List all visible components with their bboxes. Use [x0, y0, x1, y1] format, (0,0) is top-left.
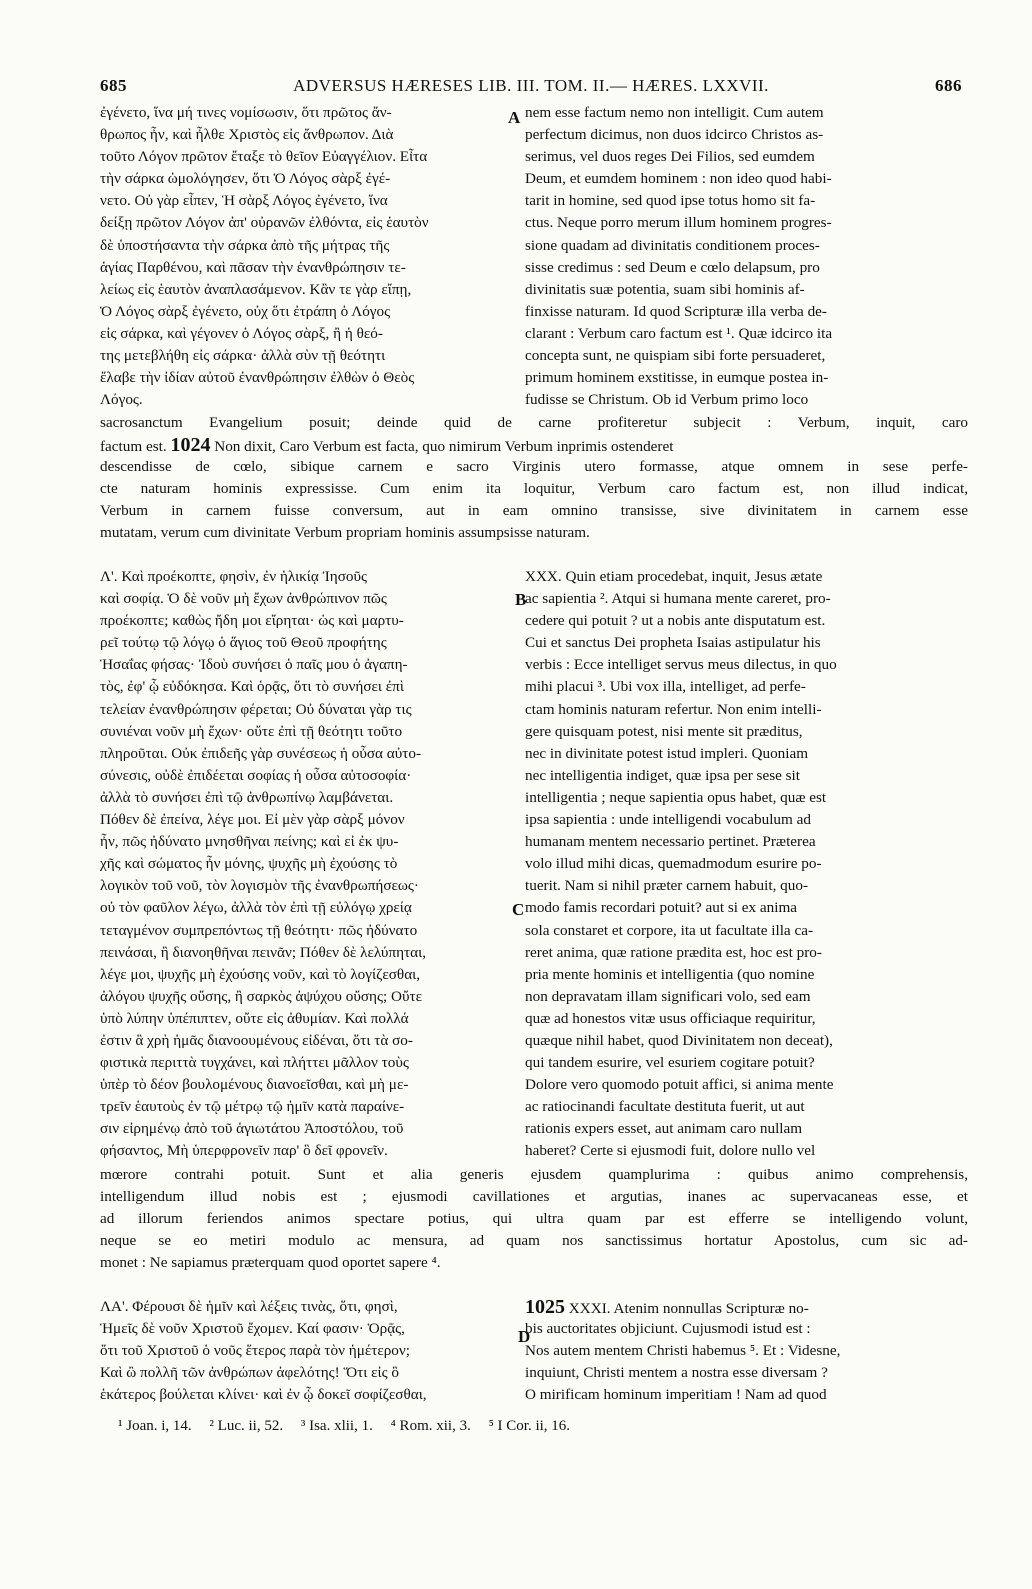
text-line: sacrosanctum Evangelium posuit; deinde quid de carne profiteretur subjecit : Verbum, inquit, caro — [100, 414, 968, 431]
text-line: mœrore contrahi potuit. Sunt et alia generis ejusdem quamplurima : quibus animo comprehensis, — [100, 1166, 968, 1183]
text-line: λέγε μοι, ψυχῆς μὴ ἐχούσης νοῦν, καὶ τὸ λογίζεσθαι, — [100, 965, 421, 983]
text-line: καὶ σοφίᾳ. Ὁ δὲ νοῦν μὴ ἔχων ἀνθρώπινον πῶς — [100, 590, 387, 608]
page-number-left: 685 — [100, 76, 127, 95]
text-line: reret anima, quæ ratione prædita est, hoc est pro- — [525, 943, 822, 961]
latin-column-top — [525, 102, 965, 411]
text-line: nem esse factum nemo non intelligit. Cum autem — [525, 104, 824, 121]
text-line: τεταγμένον συμπρεπόντως τῇ θεότητι· πῶς ἠδύνατο — [100, 921, 418, 939]
text-line: Καὶ ὢ πολλῆ τῶν ἀνθρώπων ἀφελότης! Ὅτι εἰς ὃ — [100, 1364, 400, 1382]
text-line — [525, 1296, 965, 1318]
text-line: concepta sunt, ne quispiam sibi forte persuaderet, — [525, 347, 826, 365]
running-title: ADVERSUS HÆRESES LIB. III. TOM. II.— HÆRES. LXXVII. — [293, 76, 769, 95]
text-line: ἀλλὰ τὸ συνήσει ἐπὶ τῷ ἀνθρωπίνῳ λαμβάνεται. — [100, 788, 394, 806]
text-line: σιν εἰρημένῳ ἀπὸ τοῦ ἁγιωτάτου Ἀποστόλου, τοῦ — [100, 1120, 404, 1138]
text-line: ἐγένετο, ἵνα μή τινες νομίσωσιν, ὅτι πρῶτος ἄν- — [100, 104, 392, 121]
text-line: O mirificam hominum imperitiam ! Nam ad quod — [525, 1386, 827, 1404]
text-line: verbis : Ecce intelliget servus meus dilectus, in quo — [525, 656, 837, 674]
text-fragment: Non dixit, Caro Verbum est facta, quo nimirum Verbum inprimis ostenderet — [214, 438, 674, 456]
text-line: ad illorum feriendos animos spectare potius, qui ultra quam par est efferre se intelligendo volunt, — [100, 1210, 968, 1228]
text-line: Nos autem mentem Christi habemus ⁵. Et : Videsne, — [525, 1342, 841, 1360]
text-line: ἀλόγου ψυχῆς οὔσης, ἢ σαρκὸς ἀψύχου οὔσης; Οὔτε — [100, 987, 422, 1005]
margin-marker-b: B — [515, 590, 527, 609]
text-line: δὲ ὑποστήσαντα τὴν σάρκα ἀπὸ τῆς μήτρας τῆς — [100, 236, 390, 254]
text-line: συνιέναι νοῦν μὴ ἔχων· οὔτε ἐπὶ τῇ θεότητι τοῦτο — [100, 722, 403, 740]
margin-marker-d: D — [518, 1327, 531, 1346]
text-line: clarant : Verbum caro factum est ¹. Quæ idcirco ita — [525, 324, 833, 342]
text-line: Cui et sanctus Dei propheta Isaias astipulatur his — [525, 634, 821, 652]
text-line: ἁγίας Παρθένου, καὶ πᾶσαν τὴν ἐνανθρώπησιν τε- — [100, 258, 406, 276]
text-line: rationis expers esset, aut animam caro nullam — [525, 1120, 803, 1138]
text-line: Ἡμεῖς δὲ νοῦν Χριστοῦ ἔχομεν. Καί φασιν· Ὁρᾷς, — [100, 1320, 405, 1338]
footnotes — [118, 1418, 918, 1435]
text-line: mutatam, verum cum divinitate Verbum propriam hominis assumpsisse naturam. — [100, 524, 590, 542]
text-line: πεινάσαι, ἢ διανοηθῆναι πεινᾶν; Πόθεν δὲ λελύπηται, — [100, 943, 426, 961]
text-line: Πόθεν δὲ ἐπείνα, λέγε μοι. Εἰ μὲν γὰρ σὰρξ μόνον — [100, 811, 405, 829]
text-line: intelligendum illud nobis est ; ejusmodi cavillationes et argutias, inanes ac supervacaneas esse, et — [100, 1188, 968, 1206]
text-line: primum hominem exstitisse, in eumque postea in- — [525, 369, 829, 387]
greek-column-top — [100, 102, 512, 411]
text-line: Ὁ Λόγος σὰρξ ἐγένετο, οὐχ ὅτι ἐτράπη ὁ Λόγος — [100, 302, 391, 320]
greek-column-bottom — [100, 1296, 512, 1406]
text-line: τελείαν ἐνανθρώπησιν φέρεται; Οὐ δύναται γὰρ τις — [100, 700, 412, 718]
text-line: νετο. Οὐ γὰρ εἶπεν, Ἡ σὰρξ Λόγος ἐγένετο, ἵνα — [100, 192, 388, 210]
text-line: perfectum dicimus, non duos idcirco Christos as- — [525, 126, 824, 144]
column-number-1025: 1025 — [525, 1296, 565, 1318]
text-line: tarit in homine, sed quod ipse totus homo sit fa- — [525, 192, 816, 210]
text-line: ἐστιν ἃ χρὴ ἡμᾶς διανοουμένους εἰδέναι, ὅτι τὰ σο- — [100, 1031, 413, 1049]
text-line: Verbum in carnem fuisse conversum, aut in eam omnino transisse, sive divinitatem in carnem esse — [100, 502, 968, 520]
text-line: τὸς, ἐφ' ᾧ εὐδόκησα. Καὶ ὁρᾷς, ὅτι τὸ συνήσει ἐπὶ — [100, 678, 404, 696]
text-line: quæque nihil habet, quod Divinitatem non deceat), — [525, 1031, 833, 1049]
text-line: πληροῦται. Οὐκ ἐπιδεῆς γὰρ συνέσεως ἡ οὖσα αὐτο- — [100, 744, 422, 762]
text-line: sione quadam ad divinitatis conditionem proces- — [525, 236, 820, 254]
text-line: qui tandem esurire, vel esuriem cogitare potuit? — [525, 1054, 815, 1072]
text-line: pria mente hominis et intelligentia (quo nomine — [525, 965, 815, 983]
latin-column-middle — [525, 566, 965, 1163]
text-line: φήσαντος, Μὴ ὑπερφρονεῖν παρ' ὃ δεῖ φρονεῖν. — [100, 1142, 388, 1160]
footnote: ¹ Joan. i, 14. — [118, 1418, 192, 1434]
text-line: nec in divinitate potest istud impleri. Quoniam — [525, 744, 809, 762]
column-number-1024: 1024 — [170, 434, 211, 457]
text-line: humanam mentem necessario pertinet. Præterea — [525, 833, 816, 851]
text-line: sola constaret et corpore, ita ut facultate illa ca- — [525, 921, 813, 939]
text-line: χῆς καὶ σώματος ἦν μόνης, ψυχῆς μὴ ἐχούσης τὸ — [100, 855, 398, 873]
text-line: intelligentia ; neque sapientia opus habet, quæ est — [525, 788, 827, 806]
text-line: προέκοπτε; καθὼς ἤδη μοι εἴρηται· ὡς καὶ μαρτυ- — [100, 612, 404, 630]
text-line: τὴν σάρκα ὡμολόγησεν, ὅτι Ὁ Λόγος σὰρξ ἐγέ- — [100, 170, 391, 188]
text-line: λείως εἰς ἑαυτὸν ἀναπλασάμενον. Κἂν τε γὰρ εἴπῃ, — [100, 280, 412, 298]
text-line: φιστικὰ περιττὰ τυγχάνει, καὶ πλήττει μᾶλλον τοὺς — [100, 1054, 409, 1072]
text-line: ctus. Neque porro merum illum hominem progres- — [525, 214, 832, 232]
text-line: σύνεσις, οὐδὲ ἐπιδέεται σοφίας ἡ οὖσα αὐτοσοφία· — [100, 766, 412, 784]
text-line: λογικὸν τοῦ νοῦ, τὸν λογισμὸν τῆς ἐνανθρωπήσεως· — [100, 877, 419, 895]
text-line: nec intelligentia indiget, quæ ipsa per sese sit — [525, 766, 800, 784]
text-line: ἑκάτερος βούλεται κλίνει· καὶ ἐν ᾧ δοκεῖ σοφίζεσθαι, — [100, 1386, 427, 1404]
text-line: non depravatam illam significari volo, sed eam — [525, 987, 811, 1005]
footnote: ⁴ Rom. xii, 3. — [390, 1418, 471, 1434]
text-line: οὐ τὸν φαῦλον λέγω, ἀλλὰ τὸν ἐπὶ τῇ εὐλόγῳ χρείᾳ — [100, 899, 412, 917]
text-line: ΛΑ'. Φέρουσι δὲ ἡμῖν καὶ λέξεις τινὰς, ὅτι, φησὶ, — [100, 1298, 398, 1315]
text-fragment: factum est. — [100, 438, 167, 456]
text-line: ἦν, πῶς ἠδύνατο μνησθῆναι πείνης; καὶ εἰ ἐκ ψυ- — [100, 833, 399, 851]
text-line: ac ratiocinandi facultate destituta fuerit, ut aut — [525, 1098, 805, 1116]
text-line: ὑπὲρ τὸ δέον βουλομένους διανοεῖσθαι, καὶ μὴ με- — [100, 1076, 409, 1094]
text-line: ρεῖ τούτῳ τῷ λόγῳ ὁ ἅγιος τοῦ Θεοῦ προφήτης — [100, 634, 387, 652]
text-line: cte naturam hominis expressisse. Cum enim ita loquitur, Verbum caro factum est, non illud indicat, — [100, 480, 968, 498]
text-line: Dolore vero quomodo potuit affici, si anima mente — [525, 1076, 834, 1094]
text-line: sisse credimus : sed Deum e cœlo delapsum, pro — [525, 258, 820, 276]
text-line: serimus, vel duos reges Dei Filios, sed eumdem — [525, 148, 815, 166]
footnote: ³ Isa. xlii, 1. — [300, 1418, 373, 1434]
text-line: modo famis recordari potuit? aut si ex anima — [525, 899, 798, 917]
text-line: ctam hominis naturam refertur. Non enim intelli- — [525, 700, 822, 718]
text-line: monet : Ne sapiamus præterquam quod oportet sapere ⁴. — [100, 1254, 441, 1272]
running-header — [100, 76, 962, 98]
text-fragment: XXXI. Atenim nonnullas Scripturæ no- — [568, 1300, 809, 1317]
latin-wide-passage-1 — [100, 412, 968, 545]
footnote: ⁵ I Cor. ii, 16. — [488, 1418, 571, 1434]
text-line: Ἡσαΐας φήσας· Ἰδοὺ συνήσει ὁ παῖς μου ὁ ἀγαπη- — [100, 656, 408, 674]
page-number-right: 686 — [935, 76, 962, 95]
text-line — [100, 434, 968, 456]
text-line: Λ'. Καὶ προέκοπτε, φησὶν, ἐν ἡλικίᾳ Ἰησοῦς — [100, 568, 368, 585]
text-line: neque se eo metiri modulo ac mensura, ad quam nos sanctissimus hortatur Apostolus, cum sic ad- — [100, 1232, 968, 1250]
text-line: XXX. Quin etiam procedebat, inquit, Jesus ætate — [525, 568, 823, 585]
text-line: bis auctoritates objiciunt. Cujusmodi istud est : — [525, 1320, 811, 1338]
text-line: ὅτι τοῦ Χριστοῦ ὁ νοῦς ἕτερος παρὰ τὸν ἡμέτερον; — [100, 1342, 410, 1360]
text-line: finxisse naturam. Id quod Scripturæ illa verba de- — [525, 302, 827, 320]
text-line: volo illud mihi dicas, quemadmodum esurire po- — [525, 855, 822, 873]
margin-marker-a: A — [508, 108, 521, 127]
text-line: τρεῖν ἑαυτοὺς ἐν τῷ μέτρῳ τῷ ἡμῖν κατὰ παραίνε- — [100, 1098, 405, 1116]
text-line: gere quisquam potest, nisi mente sit præditus, — [525, 722, 803, 740]
text-line: mihi placui ³. Ubi vox illa, intelliget, ad perfe- — [525, 678, 806, 696]
text-line: haberet? Certe si ejusmodi fuit, dolore nullo vel — [525, 1142, 816, 1160]
text-line: ac sapientia ². Atqui si humana mente careret, pro- — [525, 590, 831, 608]
text-line: divinitatis suæ potentia, suam sibi hominis af- — [525, 280, 805, 298]
text-line: tuerit. Nam si nihil præter carnem habuit, quo- — [525, 877, 809, 895]
text-line: cedere qui potuit ? ut a nobis ante disputatum est. — [525, 612, 826, 630]
text-line: ὑπὸ λύπην ὑπέπιπτεν, οὔτε εἰς ἀθυμίαν. Καὶ πολλά — [100, 1009, 409, 1027]
text-line: δείξῃ πρῶτον Λόγον ἀπ' οὐρανῶν ἐλθόντα, εἰς ἑαυτὸν — [100, 214, 429, 232]
text-line: descendisse de cœlo, sibique carnem e sacro Virginis utero formasse, atque omnem in sese perfe- — [100, 458, 968, 476]
footnote: ² Luc. ii, 52. — [209, 1418, 284, 1434]
text-line: τοῦτο Λόγον πρῶτον ἔταξε τὸ θεῖον Εὐαγγέλιον. Εἶτα — [100, 148, 428, 166]
text-line: της μετεβλήθη εἰς σάρκα· ἀλλὰ σὺν τῇ θεότητι — [100, 347, 386, 365]
text-line: θρωπος ἦν, καὶ ἦλθε Χριστὸς εἰς ἄνθρωπον. Διὰ — [100, 126, 394, 144]
greek-column-middle — [100, 566, 512, 1163]
text-line: ἔλαβε τὴν ἰδίαν αὐτοῦ ἐνανθρώπησιν ἐλθὼν ὁ Θεὸς — [100, 369, 415, 387]
text-line: Λόγος. — [100, 391, 143, 409]
text-line: inquiunt, Christi mentem a nostra esse diversam ? — [525, 1364, 828, 1382]
margin-marker-c: C — [512, 900, 525, 919]
latin-column-bottom — [525, 1296, 965, 1406]
text-line: ipsa sapientia : unde intelligendi vocabulum ad — [525, 811, 811, 829]
text-line: Deum, et eumdem hominem : non ideo quod habi- — [525, 170, 832, 188]
latin-wide-passage-2 — [100, 1164, 968, 1274]
text-line: quæ ad honestos vitæ usus officiaque requiritur, — [525, 1009, 816, 1027]
text-line: fudisse se Christum. Ob id Verbum primo loco — [525, 391, 809, 409]
text-line: εἰς σάρκα, καὶ γέγονεν ὁ Λόγος σὰρξ, ἢ ἡ θεό- — [100, 324, 383, 342]
